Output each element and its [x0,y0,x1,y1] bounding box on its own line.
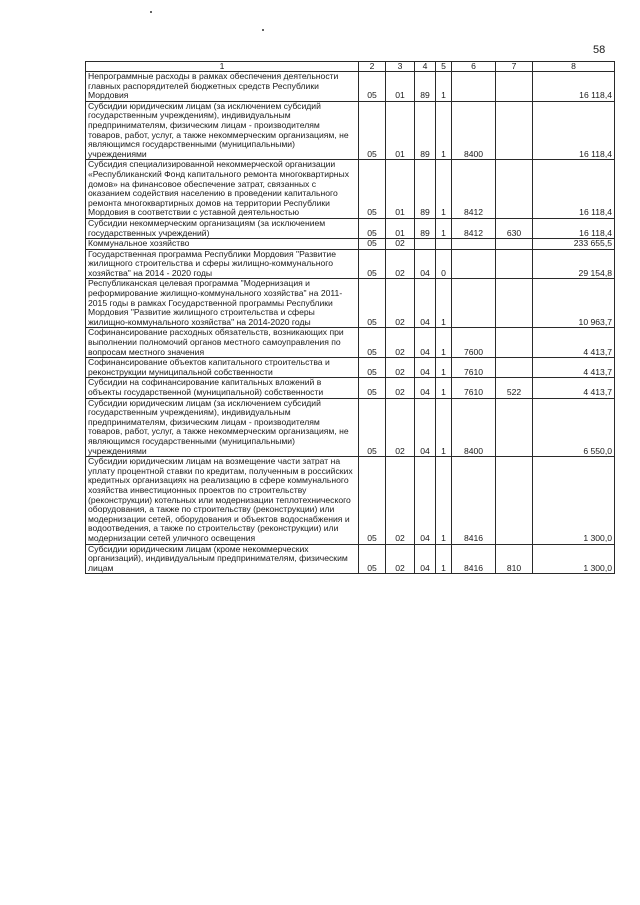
section-code-cell: 05 [359,249,386,279]
expense-type-code-cell [496,249,533,279]
subprogram-code-cell: 1 [436,72,452,102]
expense-type-code-cell [496,160,533,219]
subprogram-code-cell: 1 [436,328,452,358]
amount-cell: 16 118,4 [533,218,615,238]
table-row [86,101,615,160]
target-item-code-cell: 8412 [452,160,496,219]
subprogram-code-cell: 1 [436,101,452,160]
target-item-code-cell: 7610 [452,358,496,378]
target-item-code-cell: 7610 [452,378,496,398]
program-code-cell [415,239,436,250]
expense-type-code-cell: 522 [496,378,533,398]
page-number: 58 [593,44,606,56]
subsection-code-cell: 01 [386,160,415,219]
subsection-code-cell: 02 [386,398,415,457]
item-name-cell: Софинансирование расходных обязательств, возникающих при выполнении полномочий органов местного самоуправления по вопросам местного значения [86,328,359,358]
expense-type-code-cell [496,398,533,457]
column-header: 8 [533,62,615,72]
program-code-cell: 04 [415,457,436,544]
section-code-cell: 05 [359,218,386,238]
subprogram-code-cell: 1 [436,160,452,219]
expense-type-code-cell [496,72,533,102]
subprogram-code-cell: 1 [436,457,452,544]
target-item-code-cell [452,72,496,102]
subsection-code-cell: 02 [386,239,415,250]
table-header-row [86,62,615,72]
amount-cell: 1 300,0 [533,544,615,574]
subprogram-code-cell: 1 [436,398,452,457]
subprogram-code-cell: 1 [436,218,452,238]
expense-type-code-cell: 630 [496,218,533,238]
item-name-cell: Субсидия специализированной некоммерческой организации «Республиканский Фонд капитального ремонта многоквартирных домов» на финансовое обеспечение затрат, связанных с оказанием содействия населению в проведении капитального ремонта многоквартирных домов на территории Республики Мордовия в соответствии с уставной деятельностью [86,160,359,219]
program-code-cell: 89 [415,218,436,238]
subprogram-code-cell: 1 [436,378,452,398]
amount-cell: 16 118,4 [533,101,615,160]
subsection-code-cell: 01 [386,72,415,102]
section-code-cell: 05 [359,457,386,544]
scan-speck [150,11,152,13]
column-header: 5 [436,62,452,72]
amount-cell: 6 550,0 [533,398,615,457]
column-header: 7 [496,62,533,72]
amount-cell: 4 413,7 [533,378,615,398]
amount-cell: 1 300,0 [533,457,615,544]
item-name-cell: Софинансирование объектов капитального строительства и реконструкции муниципальной собственности [86,358,359,378]
budget-table [85,61,615,574]
amount-cell: 16 118,4 [533,160,615,219]
item-name-cell: Непрограммные расходы в рамках обеспечения деятельности главных распорядителей бюджетных средств Республики Мордовия [86,72,359,102]
subsection-code-cell: 01 [386,101,415,160]
subsection-code-cell: 02 [386,358,415,378]
program-code-cell: 89 [415,101,436,160]
item-name-cell: Субсидии юридическим лицам (за исключением субсидий государственным учреждениям), индивидуальным предпринимателям, физическим лицам - производителям товаров, работ, услуг, а также некоммерческим организациям, не являющимся государственными (муниципальными) учреждениями [86,398,359,457]
item-name-cell: Субсидии юридическим лицам (за исключением субсидий государственным учреждениям), индивидуальным предпринимателям, физическим лицам - производителям товаров, работ, услуг, а также некоммерческим организациям, не являющимся государственными (муниципальными) учреждениями [86,101,359,160]
subsection-code-cell: 02 [386,457,415,544]
section-code-cell: 05 [359,544,386,574]
column-header: 6 [452,62,496,72]
table-row [86,378,615,398]
section-code-cell: 05 [359,328,386,358]
program-code-cell: 89 [415,160,436,219]
target-item-code-cell: 8400 [452,398,496,457]
section-code-cell: 05 [359,378,386,398]
amount-cell: 29 154,8 [533,249,615,279]
target-item-code-cell: 8400 [452,101,496,160]
target-item-code-cell: 8412 [452,218,496,238]
item-name-cell: Субсидии некоммерческим организациям (за исключением государственных учреждений) [86,218,359,238]
table-row [86,249,615,279]
section-code-cell: 05 [359,358,386,378]
target-item-code-cell: 8416 [452,457,496,544]
amount-cell: 10 963,7 [533,279,615,328]
expense-type-code-cell [496,328,533,358]
expense-type-code-cell: 810 [496,544,533,574]
section-code-cell: 05 [359,398,386,457]
subsection-code-cell: 02 [386,544,415,574]
item-name-cell: Коммунальное хозяйство [86,239,359,250]
table-row [86,160,615,219]
table-row [86,398,615,457]
subsection-code-cell: 01 [386,218,415,238]
subsection-code-cell: 02 [386,378,415,398]
subprogram-code-cell: 1 [436,544,452,574]
table-row [86,358,615,378]
target-item-code-cell: 7600 [452,328,496,358]
scan-speck [262,29,264,31]
table-row [86,279,615,328]
program-code-cell: 04 [415,279,436,328]
program-code-cell: 04 [415,328,436,358]
subprogram-code-cell [436,239,452,250]
item-name-cell: Субсидии на софинансирование капитальных вложений в объекты государственной (муниципальной) собственности [86,378,359,398]
item-name-cell: Субсидии юридическим лицам (кроме некоммерческих организаций), индивидуальным предпринимателям, физическим лицам [86,544,359,574]
column-header: 2 [359,62,386,72]
target-item-code-cell: 8416 [452,544,496,574]
program-code-cell: 04 [415,249,436,279]
item-name-cell: Субсидии юридическим лицам на возмещение части затрат на уплату процентной ставки по кредитам, полученным в российских кредитных организациях на реализацию в сфере коммунального хозяйства инвестиционных проектов по строительству (реконструкции) котельных или модернизации теплотехнического оборудования, а также по строительству (реконструкции) или модернизации сетей, оборудования и объектов водоснабжения и водоотведения, а также по строительству (реконструкции) или модернизации сетей уличного освещения [86,457,359,544]
subprogram-code-cell: 1 [436,358,452,378]
expense-type-code-cell [496,457,533,544]
expense-type-code-cell [496,239,533,250]
target-item-code-cell [452,239,496,250]
section-code-cell: 05 [359,72,386,102]
subprogram-code-cell: 1 [436,279,452,328]
section-code-cell: 05 [359,239,386,250]
table-row [86,72,615,102]
amount-cell: 4 413,7 [533,328,615,358]
section-code-cell: 05 [359,160,386,219]
target-item-code-cell [452,249,496,279]
expense-type-code-cell [496,101,533,160]
column-header: 3 [386,62,415,72]
program-code-cell: 04 [415,358,436,378]
expense-type-code-cell [496,358,533,378]
item-name-cell: Республиканская целевая программа "Модернизация и реформирование жилищно-коммунального хозяйства" на 2011-2015 годы в рамках Государственной программы Республики Мордовия "Развитие жилищного строительства и сферы жилищно-коммунального хозяйства" на 2014-2020 годы [86,279,359,328]
subprogram-code-cell: 0 [436,249,452,279]
table-row [86,457,615,544]
amount-cell: 233 655,5 [533,239,615,250]
amount-cell: 16 118,4 [533,72,615,102]
subsection-code-cell: 02 [386,328,415,358]
amount-cell: 4 413,7 [533,358,615,378]
program-code-cell: 89 [415,72,436,102]
program-code-cell: 04 [415,544,436,574]
program-code-cell: 04 [415,378,436,398]
target-item-code-cell [452,279,496,328]
column-header: 4 [415,62,436,72]
table-row [86,239,615,250]
program-code-cell: 04 [415,398,436,457]
table-row [86,328,615,358]
subsection-code-cell: 02 [386,249,415,279]
table-row [86,218,615,238]
subsection-code-cell: 02 [386,279,415,328]
table-row [86,544,615,574]
section-code-cell: 05 [359,101,386,160]
section-code-cell: 05 [359,279,386,328]
expense-type-code-cell [496,279,533,328]
column-header: 1 [86,62,359,72]
item-name-cell: Государственная программа Республики Мордовия "Развитие жилищного строительства и сферы жилищно-коммунального хозяйства" на 2014 - 2020 годы [86,249,359,279]
